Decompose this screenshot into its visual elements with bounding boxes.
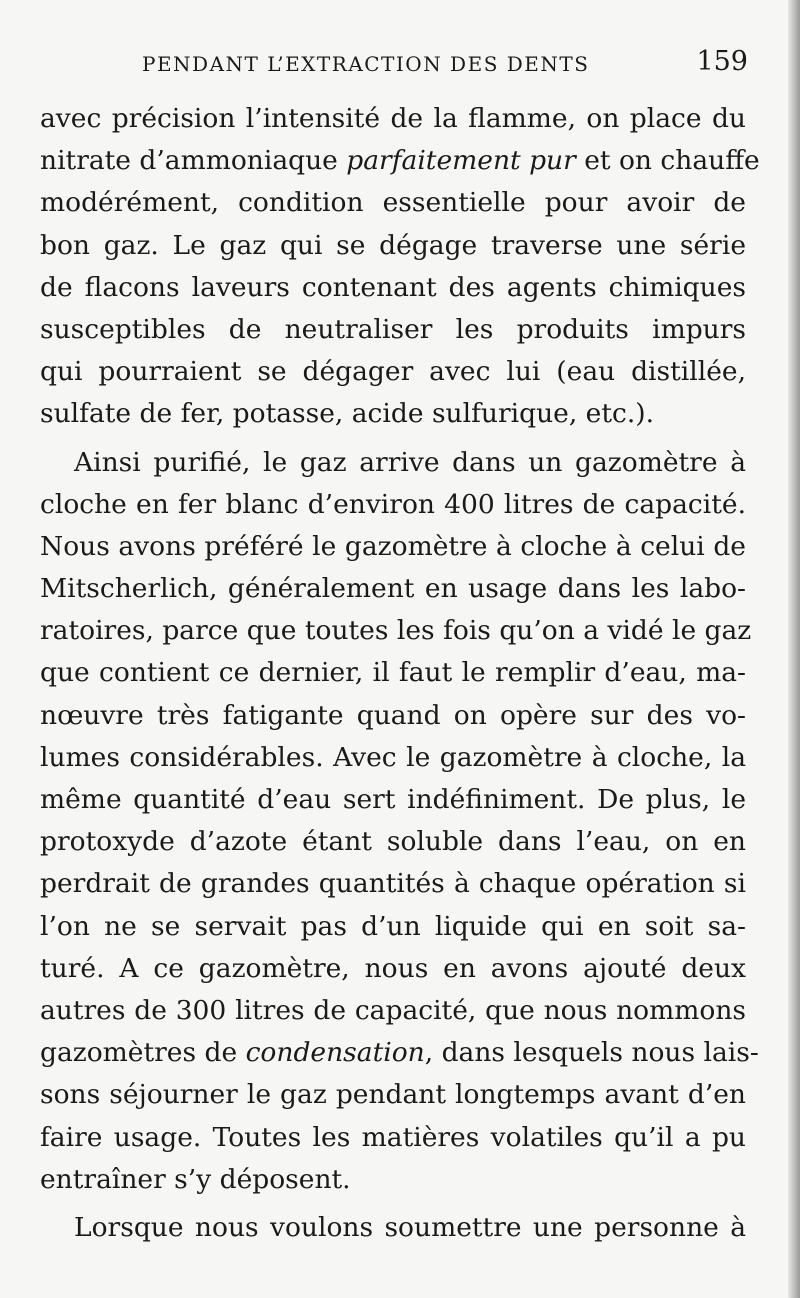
text-line: perdrait de grandes quantités à chaque opération si xyxy=(40,868,746,900)
text-line: que contient ce dernier, il faut le remplir d’eau, ma- xyxy=(40,657,746,689)
text-line: protoxyde d’azote étant soluble dans l’eau, on en xyxy=(40,826,746,858)
text-line: Lorsque nous voulons soumettre une personne à xyxy=(74,1211,746,1243)
text-line: entraîner s’y déposent. xyxy=(40,1163,351,1195)
text-line: Mitscherlich, généralement en usage dans les labo- xyxy=(40,573,746,605)
text-line: bon gaz. Le gaz qui se dégage traverse une série xyxy=(40,229,746,261)
text-line: turé. A ce gazomètre, nous en avons ajouté deux xyxy=(40,952,746,984)
text-line: l’on ne se servait pas d’un liquide qui en soit sa- xyxy=(40,910,746,942)
emphasis-text: parfaitement pur xyxy=(346,145,576,177)
text-line: ratoires, parce que toutes les fois qu’on a vidé le gaz xyxy=(40,615,752,647)
text-span: gazomètres de xyxy=(40,1037,246,1069)
text-line xyxy=(40,140,760,182)
page-number: 159 xyxy=(696,46,748,77)
text-line: même quantité d’eau sert indéfiniment. De plus, le xyxy=(40,784,746,815)
text-line: sulfate de fer, potasse, acide sulfurique, etc.). xyxy=(40,398,655,430)
text-line: nœuvre très fatigante quand on opère sur des vo- xyxy=(40,699,746,731)
emphasis-text: condensation xyxy=(245,1037,425,1069)
text-line: cloche en fer blanc d’environ 400 litres de capacité. xyxy=(40,488,746,520)
text-line: Nous avons préféré le gazomètre à cloche à celui de xyxy=(40,530,746,562)
page-edge-shadow xyxy=(788,0,800,1298)
text-span: et on chauffe xyxy=(575,145,760,177)
text-span: nitrate d’ammoniaque xyxy=(40,145,347,177)
text-line: autres de 300 litres de capacité, que nous nommons xyxy=(40,994,746,1026)
text-line: qui pourraient se dégager avec lui (eau distillée, xyxy=(40,356,746,388)
page-header xyxy=(40,46,748,80)
text-line: modérément, condition essentielle pour avoir de xyxy=(40,187,746,219)
text-line: faire usage. Toutes les matières volatiles qu’il a pu xyxy=(40,1121,746,1153)
text-line: lumes considérables. Avec le gazomètre à cloche, la xyxy=(40,741,746,773)
running-head: PENDANT L’EXTRACTION DES DENTS xyxy=(142,52,590,76)
text-line: sons séjourner le gaz pendant longtemps avant d’en xyxy=(40,1079,746,1111)
text-line: de flacons laveurs contenant des agents chimiques xyxy=(40,271,746,303)
text-span: , dans lesquels nous lais- xyxy=(424,1037,759,1069)
text-line: Ainsi purifié, le gaz arrive dans un gazomètre à xyxy=(74,446,746,478)
text-line: susceptibles de neutraliser les produits impurs xyxy=(40,313,746,345)
text-line: avec précision l’intensité de la flamme, on place du xyxy=(40,103,746,134)
text-line xyxy=(40,1032,759,1074)
body-text xyxy=(40,98,760,1249)
